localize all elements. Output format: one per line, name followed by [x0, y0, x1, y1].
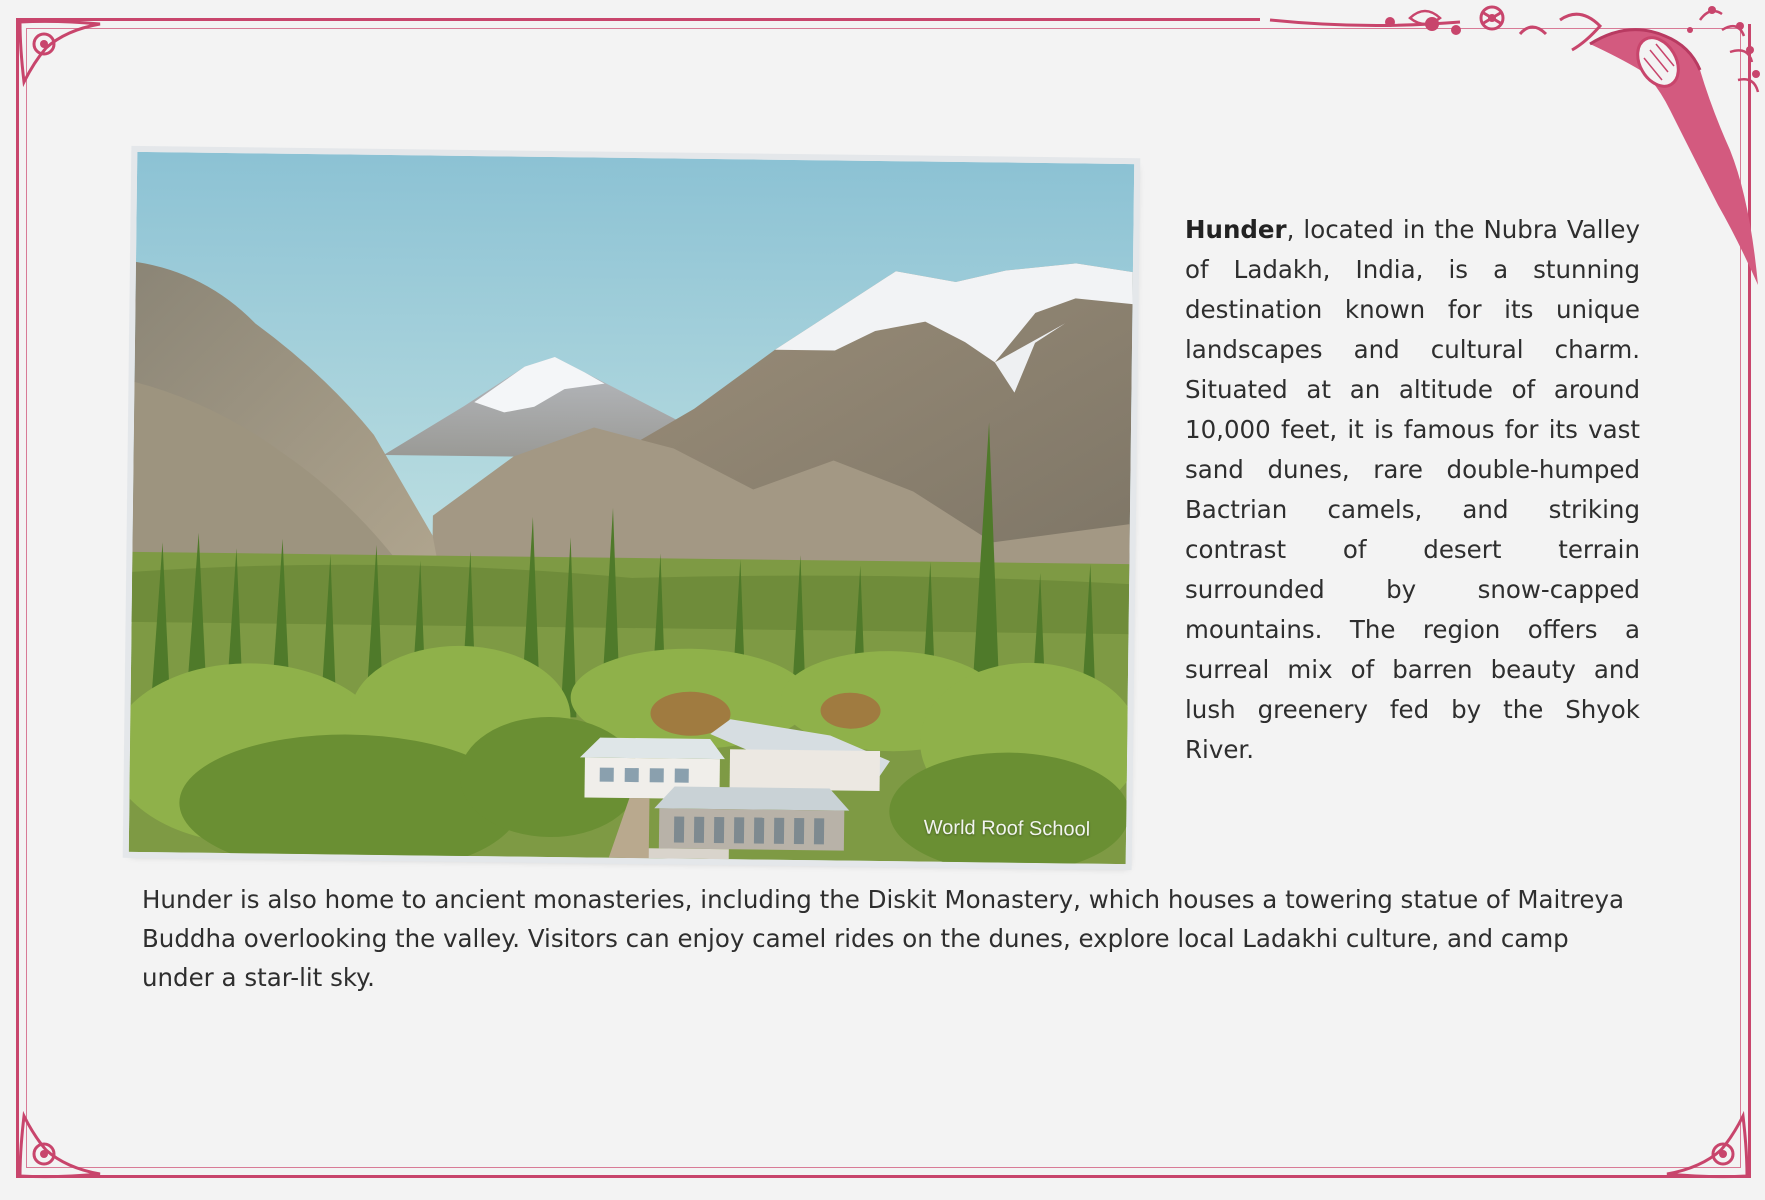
landscape-image	[129, 152, 1134, 864]
body-paragraph: Hunder is also home to ancient monasteries, including the Diskit Monastery, which houses a towering statue of Maitreya Buddha overlooking the valley. Visitors can enjoy camel rides on the dunes, explore local Ladakhi culture, and camp under a star-lit sky.	[142, 885, 1625, 992]
corner-ornament-bottom-left	[16, 1110, 106, 1180]
corner-ornament-top-left	[16, 18, 106, 88]
intro-text: , located in the Nubra Valley of Ladakh, India, is a stunning destination known for its unique landscapes and cultural charm. Situated at an altitude of around 10,000 feet, it is famous for its vast sand dunes, rare double-humped Bactrian camels, and striking contrast of desert terrain surrounded by snow-capped mountains. The region offers a surreal mix of barren beauty and lush greenery fed by the Shyok River.	[1185, 215, 1640, 764]
corner-ornament-bottom-right	[1661, 1110, 1751, 1180]
photo-caption: World Roof School	[923, 816, 1091, 841]
intro-title: Hunder	[1185, 215, 1287, 244]
postcard-photo	[129, 152, 1134, 864]
intro-paragraph	[1185, 210, 1640, 770]
